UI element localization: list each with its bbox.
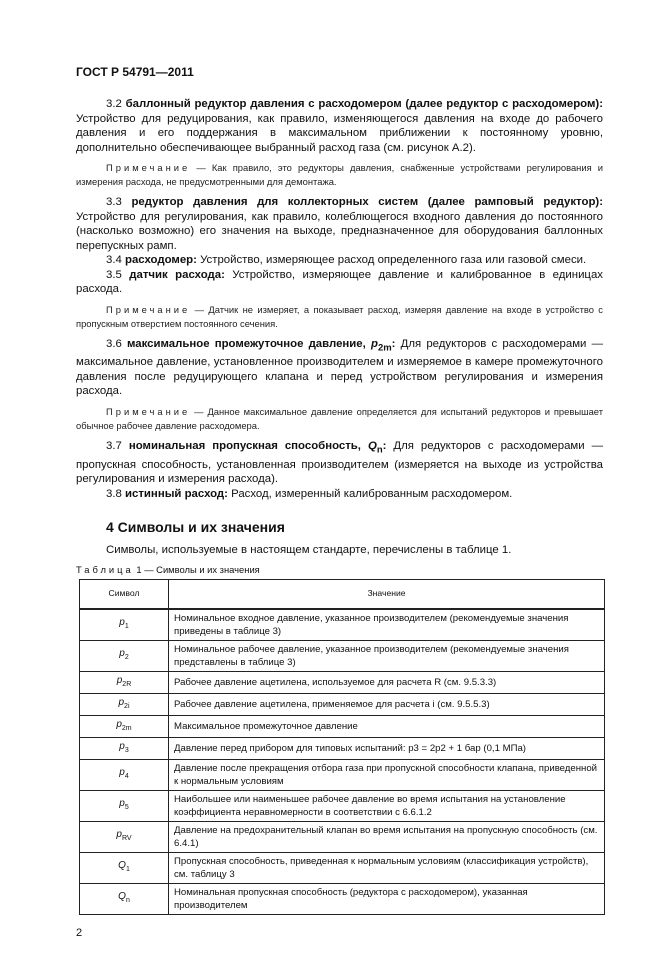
symbol: p — [119, 617, 125, 629]
note-label: Примечание — [106, 162, 191, 173]
meaning-cell: Давление после прекращения отбора газа при пропускной способности клапана, приведенной к нормальным условиям — [169, 759, 605, 790]
colon: : — [391, 337, 396, 350]
symbol-subscript: 1 — [124, 623, 129, 631]
term: датчик расхода: — [129, 268, 225, 281]
symbol-cell — [80, 852, 169, 883]
table-row — [80, 640, 605, 671]
symbol: Q — [367, 439, 377, 452]
clauses-3-3-to-3-5 — [76, 195, 603, 297]
symbol-cell — [80, 609, 169, 641]
note-text: — Датчик не измеряет, а показывает расход, измеряя давление на входе в устройство с пропускным отверстием постоянного сечения. — [76, 303, 603, 329]
symbol-subscript: 2R — [122, 680, 132, 688]
table-row — [80, 759, 605, 790]
symbol-subscript: 3 — [124, 746, 129, 754]
meaning-cell: Давление перед прибором для типовых испытаний: p3 = 2p2 + 1 бар (0,1 МПа) — [169, 737, 605, 759]
term: номинальная пропускная способность, — [128, 439, 361, 452]
clause-3-2 — [76, 97, 603, 155]
definition: Устройство для регулирования, как правило, колеблющегося входного давления до постоянного (насколько возможно) его значения на выходе, предназначенное для оборудования баллонных перепускных рамп. — [76, 210, 603, 252]
colon: : — [382, 439, 387, 452]
note-label: Примечание — [106, 405, 191, 417]
definition: Для редукторов с расходомерами — максимальное давление, установленное производителем и измеряемое в камере промежуточного давления после редуцирующего клапана и перед устройством регулирования и измерения расхода. — [76, 337, 603, 398]
meaning-cell: Наибольшее или наименьшее рабочее давление во время испытания на установление коэффициента неравномерности в соответствии с 6.6.1.2 — [169, 790, 605, 821]
table-row — [80, 671, 605, 693]
symbol-cell — [80, 821, 169, 852]
table-caption — [76, 564, 603, 575]
clause-number: 3.7 — [106, 439, 122, 452]
note-text: — Как правило, это редукторы давления, снабженные устройствами регулирования и измерения расхода, не предусмотренными для демонтажа. — [76, 162, 603, 187]
section-heading: 4 Символы и их значения — [106, 519, 285, 536]
meaning-cell: Пропускная способность, приведенная к нормальным условиям (классификация устройств), см. таблицу 3 — [169, 852, 605, 883]
note-label: Примечание — [106, 303, 191, 315]
meaning-cell: Рабочее давление ацетилена, применяемое для расчета i (см. 9.5.5.3) — [169, 693, 605, 715]
symbol-cell — [80, 790, 169, 821]
definition: Расход, измеренный калиброванным расходомером. — [227, 487, 513, 500]
symbol: p — [116, 829, 122, 841]
symbol-cell — [80, 759, 169, 790]
symbol: Q — [118, 860, 126, 872]
clause-number: 3.3 — [106, 196, 122, 208]
table-row — [80, 693, 605, 715]
note-3 — [76, 405, 603, 433]
symbol-subscript: 4 — [124, 773, 129, 781]
clause-number: 3.5 — [106, 268, 122, 281]
caption-text: 1 — Символы и их значения — [133, 563, 260, 575]
meaning-cell: Максимальное промежуточное давление — [169, 715, 605, 737]
term: редуктор давления для коллекторных систем (далее рамповый редуктор): — [131, 196, 603, 208]
symbol-cell — [80, 671, 169, 693]
definition: Устройство для редуцирования, как правило, изменяющегося давления на входе до рабочего давления и его поддержания в максимальном приближении к постоянному уровню, дополнительно обеспечивающее выбранный расход газа (см. рисунок А.2). — [76, 112, 603, 154]
symbol: p — [119, 648, 125, 660]
column-header-symbol: Символ — [80, 579, 169, 609]
symbol-subscript: n — [125, 897, 130, 905]
symbol-subscript: 2i — [124, 702, 130, 710]
symbol-subscript: 5 — [124, 804, 129, 812]
clause-number: 3.6 — [106, 337, 122, 350]
symbol: p — [119, 798, 125, 810]
symbol-subscript: 2m — [377, 341, 392, 353]
table-row — [80, 821, 605, 852]
term: истинный расход: — [125, 487, 228, 500]
term: расходомер: — [125, 254, 197, 266]
symbol: p — [119, 740, 125, 752]
table-row — [80, 883, 605, 914]
symbol: p — [118, 696, 125, 708]
definition: Для редукторов с расходомерами — пропускная способность, установленная производителем (измеряется на выходе из устройства регулирования и измерения расхода). — [76, 439, 603, 486]
symbols-table — [79, 579, 605, 915]
page-number: 2 — [76, 926, 83, 939]
section-intro — [76, 543, 603, 558]
note-1 — [76, 161, 603, 189]
symbol-cell — [80, 640, 169, 671]
symbol-cell — [80, 693, 169, 715]
symbol: p — [370, 337, 378, 350]
column-header-meaning: Значение — [169, 579, 605, 609]
symbol-cell — [80, 715, 169, 737]
table-row — [80, 790, 605, 821]
table-row — [80, 737, 605, 759]
symbol-cell — [80, 737, 169, 759]
note-2 — [76, 303, 603, 331]
meaning-cell: Рабочее давление ацетилена, используемое для расчета R (см. 9.5.3.3) — [169, 671, 605, 693]
symbol-subscript: n — [376, 444, 383, 456]
meaning-cell: Номинальная пропускная способность (редуктора с расходомером), указанная производителем — [169, 883, 605, 914]
clause-number: 3.4 — [106, 254, 122, 266]
symbol-cell — [80, 883, 169, 914]
meaning-cell: Давление на предохранительный клапан во время испытания на пропускную способность (см. 6.4.1) — [169, 821, 605, 852]
clause-3-6 — [76, 337, 603, 399]
clause-number: 3.8 — [106, 487, 122, 500]
symbol-subscript: 2m — [121, 724, 132, 732]
table-row — [80, 852, 605, 883]
symbol: p — [116, 718, 122, 730]
symbol-subscript: 1 — [125, 866, 130, 874]
symbol-subscript: RV — [121, 835, 132, 843]
table-row — [80, 715, 605, 737]
meaning-cell: Номинальное рабочее давление, указанное производителем (рекомендуемые значения представлены в таблице 3) — [169, 640, 605, 671]
table-row — [80, 609, 605, 641]
term: максимальное промежуточное давление, — [127, 337, 366, 350]
clause-number: 3.2 — [106, 98, 122, 110]
intro-text: Символы, используемые в настоящем стандарте, перечислены в таблице 1. — [106, 544, 512, 557]
definition: Устройство, измеряющее расход определенного газа или газовой смеси. — [196, 254, 587, 266]
clauses-3-7-3-8 — [76, 439, 603, 501]
meaning-cell: Номинальное входное давление, указанное производителем (рекомендуемые значения приведены в таблице 3) — [169, 609, 605, 641]
symbol-subscript: 2 — [124, 654, 129, 662]
definition: Устройство, измеряющее давление и калиброванное в единицах расхода. — [76, 268, 603, 295]
term: баллонный редуктор давления с расходомером (далее редуктор с расходомером): — [125, 98, 603, 110]
symbol: p — [119, 767, 125, 779]
document-header: ГОСТ Р 54791—2011 — [76, 65, 194, 79]
note-text: — Данное максимальное давление определяется для испытаний редукторов и превышает обычное рабочее давление расходомера. — [76, 405, 604, 431]
symbol: p — [116, 674, 123, 686]
caption-label: Таблица — [76, 563, 134, 575]
symbol: Q — [118, 891, 126, 903]
